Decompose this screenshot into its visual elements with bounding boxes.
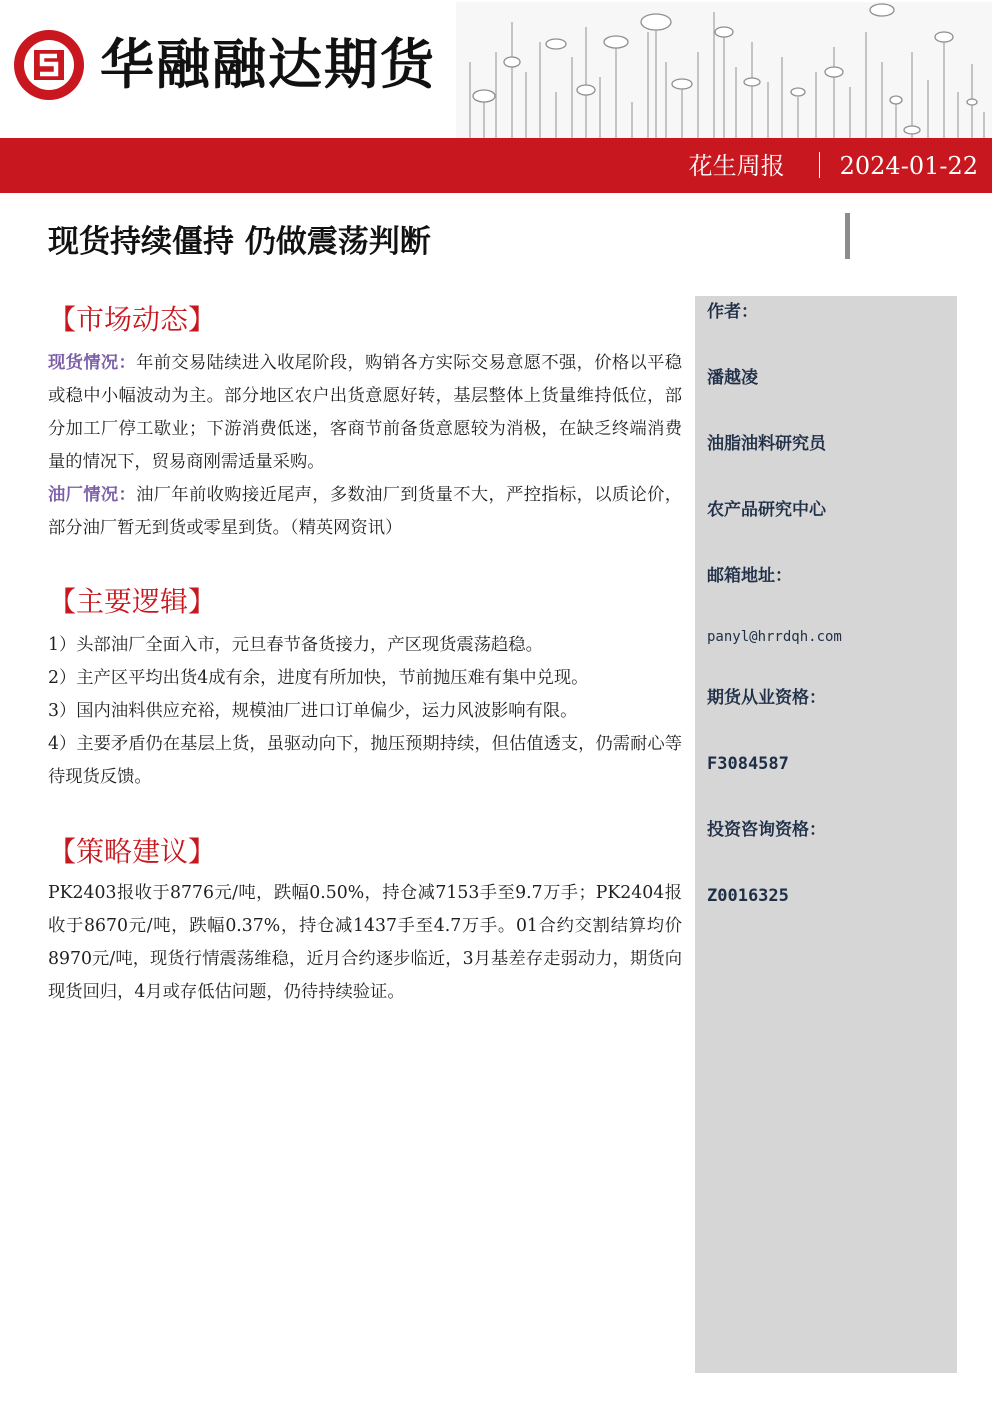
company-logo (12, 28, 86, 102)
title-accent-bar (845, 213, 850, 259)
logic-item: 2）主产区平均出货4成有余，进度有所加快，节前抛压难有集中兑现。 (48, 668, 589, 688)
spot-text: 年前交易陆续进入收尾阶段，购销各方实际交易意愿不强，价格以平稳或稳中小幅波动为主。部分地区农户出货意愿好转，基层整体上货量维持低位，部分加工厂停工歇业；下游消费低迷，客商节前备货意愿较为消极，在缺乏终端消费量的情况下，贸易商刚需适量采购。 (48, 353, 682, 472)
report-type: 花生周报 (688, 152, 785, 180)
author-label: 作者： (707, 302, 758, 322)
report-title: 现货持续僵持 仍做震荡判断 (48, 224, 431, 260)
strategy-text: PK2403报收于8776元/吨，跌幅0.50%，持仓减7153手至9.7万手；PK2404报收于8670元/吨，跌幅0.37%，持仓减1437手至4.7万手。01合约交割结算均价8970元/吨，现货行情震荡维稳，近月合约逐步临近，3月基差存走弱动力，期货向现货回归，4月或存低估问题，仍待持续验证。 (48, 883, 682, 1002)
banner-text (689, 150, 978, 182)
logic-item: 4）主要矛盾仍在基层上货，虽驱动向下，抛压预期持续，但估值透支，仍需耐心等待现货反馈。 (48, 734, 682, 787)
strategy-heading: 【策略建议】 (48, 835, 217, 868)
logic-item: 3）国内油料供应充裕，规模油厂进口订单偏少，运力风波影响有限。 (48, 701, 578, 721)
spot-paragraph (48, 347, 682, 479)
author-name: 潘越凌 (707, 368, 758, 388)
header-decoration (456, 2, 992, 138)
spot-label: 现货情况： (48, 353, 137, 373)
mill-label: 油厂情况： (48, 485, 137, 505)
author-department: 农产品研究中心 (707, 500, 826, 520)
logic-item: 1）头部油厂全面入市，元旦春节备货接力，产区现货震荡趋稳。 (48, 635, 543, 655)
report-date: 2024-01-22 (839, 152, 978, 180)
logic-heading: 【主要逻辑】 (48, 585, 217, 618)
brand-name: 华融融达期货 (100, 33, 436, 96)
advisory-qualification-id: Z0016325 (707, 886, 789, 906)
futures-qualification-id: F3084587 (707, 754, 789, 774)
author-role: 油脂油料研究员 (707, 434, 826, 454)
logic-list (48, 629, 682, 794)
futures-qualification-label: 期货从业资格： (707, 688, 826, 708)
banner-separator (819, 152, 820, 178)
mill-paragraph (48, 479, 682, 545)
strategy-section (48, 877, 682, 1009)
market-section (48, 347, 682, 545)
market-heading: 【市场动态】 (48, 303, 217, 336)
advisory-qualification-label: 投资咨询资格： (707, 820, 826, 840)
email-label: 邮箱地址： (707, 566, 792, 586)
email-address[interactable]: panyl@hrrdqh.com (707, 629, 842, 645)
mill-text: 油厂年前收购接近尾声，多数油厂到货量不大，严控指标，以质论价，部分油厂暂无到货或零星到货。（精英网资讯） (48, 485, 682, 538)
